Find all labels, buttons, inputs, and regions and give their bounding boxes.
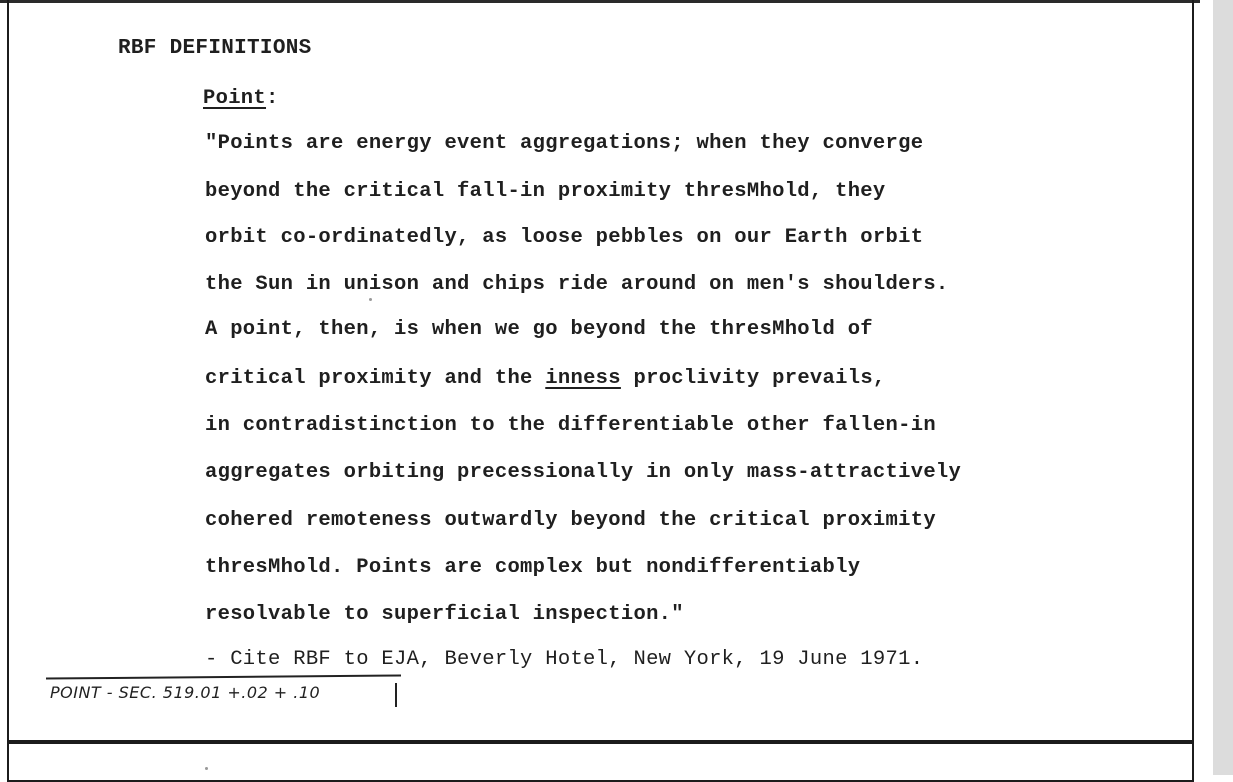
quote-line: thresMhold. Points are complex but nondifferentiably (205, 556, 861, 579)
term-label (203, 87, 279, 110)
quote-fragment: critical proximity and the (205, 367, 546, 390)
quote-line: orbit co-ordinatedly, as loose pebbles on our Earth orbit (205, 226, 924, 249)
quote-fragment: proclivity prevails, (620, 367, 886, 390)
quote-line: A point, then, is when we go beyond the thresMhold of (205, 318, 873, 341)
quote-line: "Points are energy event aggregations; when they converge (205, 132, 924, 155)
dust-speck (369, 298, 372, 301)
scan-margin (1213, 0, 1233, 775)
page-title: RBF DEFINITIONS (118, 37, 312, 60)
quote-line: beyond the critical fall-in proximity thresMhold, they (205, 180, 886, 203)
next-card (7, 742, 1194, 782)
term-colon: : (266, 87, 279, 110)
citation: - Cite RBF to EJA, Beverly Hotel, New York, 19 June 1971. (205, 648, 924, 671)
handwritten-note: POINT - SEC. 519.01 +.02 + .10 (50, 683, 321, 702)
inness-word: inness (545, 367, 621, 390)
term-word: Point (203, 87, 267, 110)
quote-line: aggregates orbiting precessionally in only mass-attractively (205, 461, 962, 484)
quote-line (205, 367, 886, 390)
handwritten-bracket (395, 683, 397, 707)
quote-line: the Sun in unison and chips ride around on men's shoulders. (205, 273, 949, 296)
dust-speck (205, 767, 208, 770)
quote-line: resolvable to superficial inspection." (205, 603, 684, 626)
quote-line: cohered remoteness outwardly beyond the critical proximity (205, 509, 936, 532)
quote-line: in contradistinction to the differentiable other fallen-in (205, 414, 936, 437)
